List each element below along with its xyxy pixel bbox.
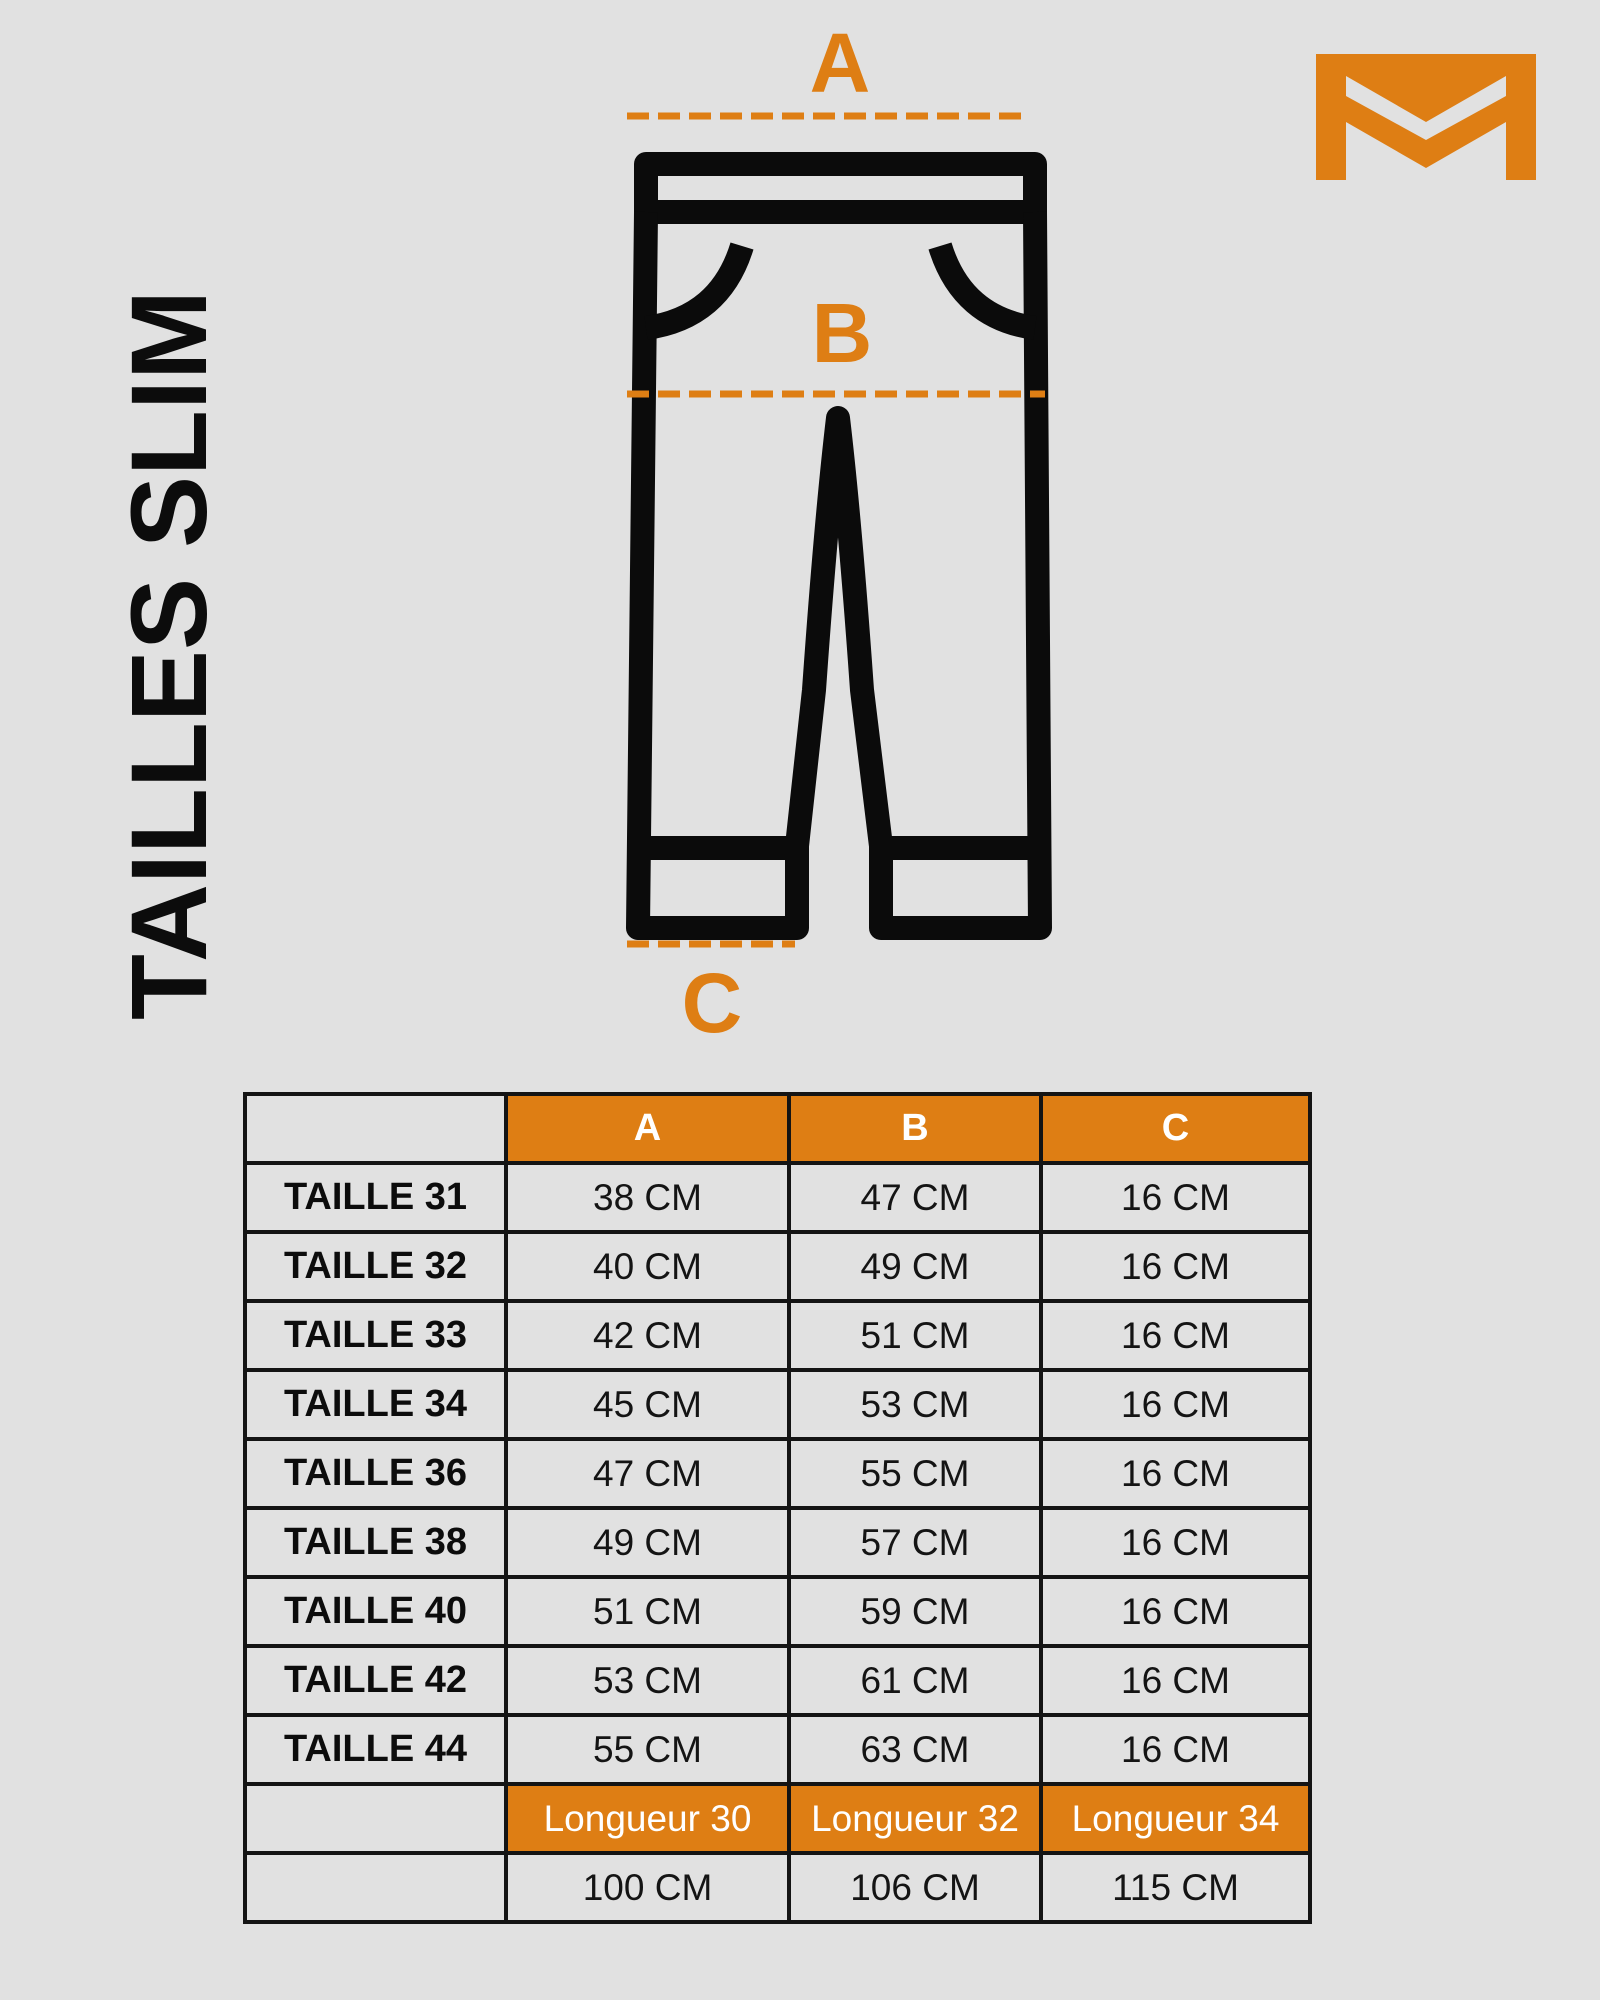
size-rows — [245, 1163, 1310, 1784]
table-row — [245, 1715, 1310, 1784]
size-label-cell: TAILLE 44 — [245, 1715, 506, 1784]
size-label-cell: TAILLE 36 — [245, 1439, 506, 1508]
table-header-row — [245, 1094, 1310, 1163]
measure-a-cell: 49 CM — [506, 1508, 789, 1577]
measure-b-cell: 59 CM — [789, 1577, 1041, 1646]
pants-outline — [638, 164, 1040, 928]
length-header-30: Longueur 30 — [506, 1784, 789, 1853]
dimension-label-a: A — [809, 16, 871, 110]
dimension-label-b: B — [811, 286, 873, 380]
page-title: TAILLES SLIM — [108, 290, 229, 1020]
header-a: A — [506, 1094, 789, 1163]
measure-a-cell: 42 CM — [506, 1301, 789, 1370]
size-table — [243, 1092, 1312, 1924]
table-row — [245, 1439, 1310, 1508]
table-row — [245, 1232, 1310, 1301]
measure-b-cell: 49 CM — [789, 1232, 1041, 1301]
measure-b-cell: 61 CM — [789, 1646, 1041, 1715]
table-row — [245, 1301, 1310, 1370]
measure-b-cell: 51 CM — [789, 1301, 1041, 1370]
measure-c-cell: 16 CM — [1041, 1439, 1310, 1508]
measure-c-cell: 16 CM — [1041, 1715, 1310, 1784]
length-value-34: 115 CM — [1041, 1853, 1310, 1922]
table-row — [245, 1646, 1310, 1715]
measure-c-cell: 16 CM — [1041, 1508, 1310, 1577]
measure-c-cell: 16 CM — [1041, 1646, 1310, 1715]
measure-a-cell: 55 CM — [506, 1715, 789, 1784]
size-label-cell: TAILLE 40 — [245, 1577, 506, 1646]
measure-a-cell: 45 CM — [506, 1370, 789, 1439]
measure-a-cell: 53 CM — [506, 1646, 789, 1715]
measure-b-cell: 53 CM — [789, 1370, 1041, 1439]
header-c: C — [1041, 1094, 1310, 1163]
length-value-30: 100 CM — [506, 1853, 789, 1922]
measure-b-cell: 57 CM — [789, 1508, 1041, 1577]
header-b: B — [789, 1094, 1041, 1163]
measure-a-cell: 47 CM — [506, 1439, 789, 1508]
measure-b-cell: 47 CM — [789, 1163, 1041, 1232]
dimension-label-c: C — [681, 956, 743, 1050]
table-row — [245, 1370, 1310, 1439]
length-value-blank — [245, 1853, 506, 1922]
length-value-row — [245, 1853, 1310, 1922]
measure-a-cell: 51 CM — [506, 1577, 789, 1646]
table-row — [245, 1163, 1310, 1232]
measure-c-cell: 16 CM — [1041, 1232, 1310, 1301]
measure-c-cell: 16 CM — [1041, 1163, 1310, 1232]
size-label-cell: TAILLE 31 — [245, 1163, 506, 1232]
size-label-cell: TAILLE 32 — [245, 1232, 506, 1301]
measure-b-cell: 55 CM — [789, 1439, 1041, 1508]
size-label-cell: TAILLE 34 — [245, 1370, 506, 1439]
measure-a-cell: 38 CM — [506, 1163, 789, 1232]
table-row — [245, 1577, 1310, 1646]
measure-c-cell: 16 CM — [1041, 1577, 1310, 1646]
header-corner-cell — [245, 1094, 506, 1163]
measure-c-cell: 16 CM — [1041, 1301, 1310, 1370]
table-row — [245, 1508, 1310, 1577]
length-header-32: Longueur 32 — [789, 1784, 1041, 1853]
measure-b-cell: 63 CM — [789, 1715, 1041, 1784]
length-header-row — [245, 1784, 1310, 1853]
length-header-34: Longueur 34 — [1041, 1784, 1310, 1853]
length-header-blank — [245, 1784, 506, 1853]
size-label-cell: TAILLE 38 — [245, 1508, 506, 1577]
measure-a-cell: 40 CM — [506, 1232, 789, 1301]
length-value-32: 106 CM — [789, 1853, 1041, 1922]
size-label-cell: TAILLE 42 — [245, 1646, 506, 1715]
measure-c-cell: 16 CM — [1041, 1370, 1310, 1439]
size-label-cell: TAILLE 33 — [245, 1301, 506, 1370]
